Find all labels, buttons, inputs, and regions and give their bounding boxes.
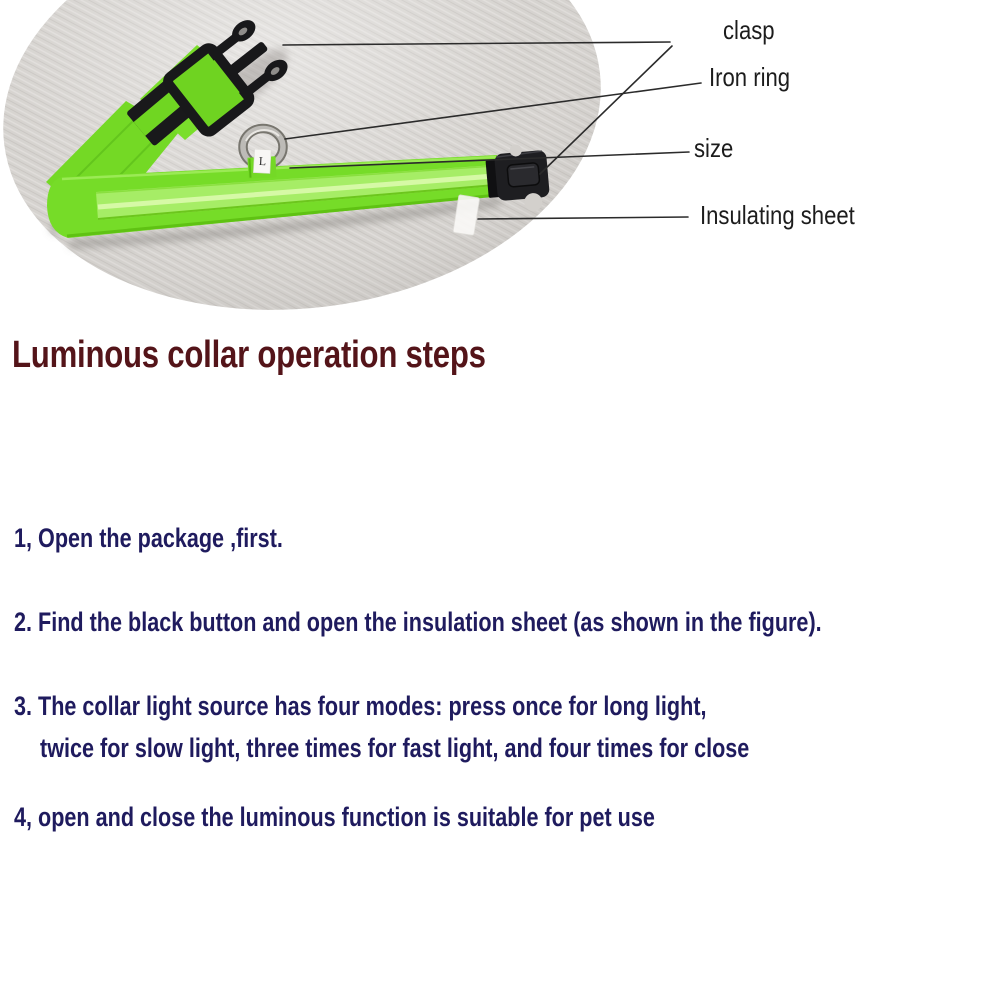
collar-photo <box>0 0 1000 330</box>
step-3-line-2: twice for slow light, three times for fast light, and four times for close <box>40 733 750 763</box>
size-tag-graphic <box>253 149 271 173</box>
step-1: 1, Open the package ,first. <box>14 523 283 553</box>
callout-label-clasp: clasp <box>723 15 775 45</box>
step-2: 2. Find the black button and open the insulation sheet (as shown in the figure). <box>14 607 822 637</box>
size-tag-letter: L <box>258 153 267 169</box>
power-button <box>507 163 540 188</box>
page-title: Luminous collar operation steps <box>12 334 486 376</box>
callout-label-insulating-sheet: Insulating sheet <box>700 200 855 230</box>
step-4: 4, open and close the luminous function is suitable for pet use <box>14 802 655 832</box>
collar-photo-svg <box>0 0 1000 330</box>
step-3-line-1: 3. The collar light source has four modes: press once for long light, <box>14 691 707 721</box>
callout-label-size: size <box>694 133 734 163</box>
callout-label-iron-ring: Iron ring <box>709 62 791 92</box>
